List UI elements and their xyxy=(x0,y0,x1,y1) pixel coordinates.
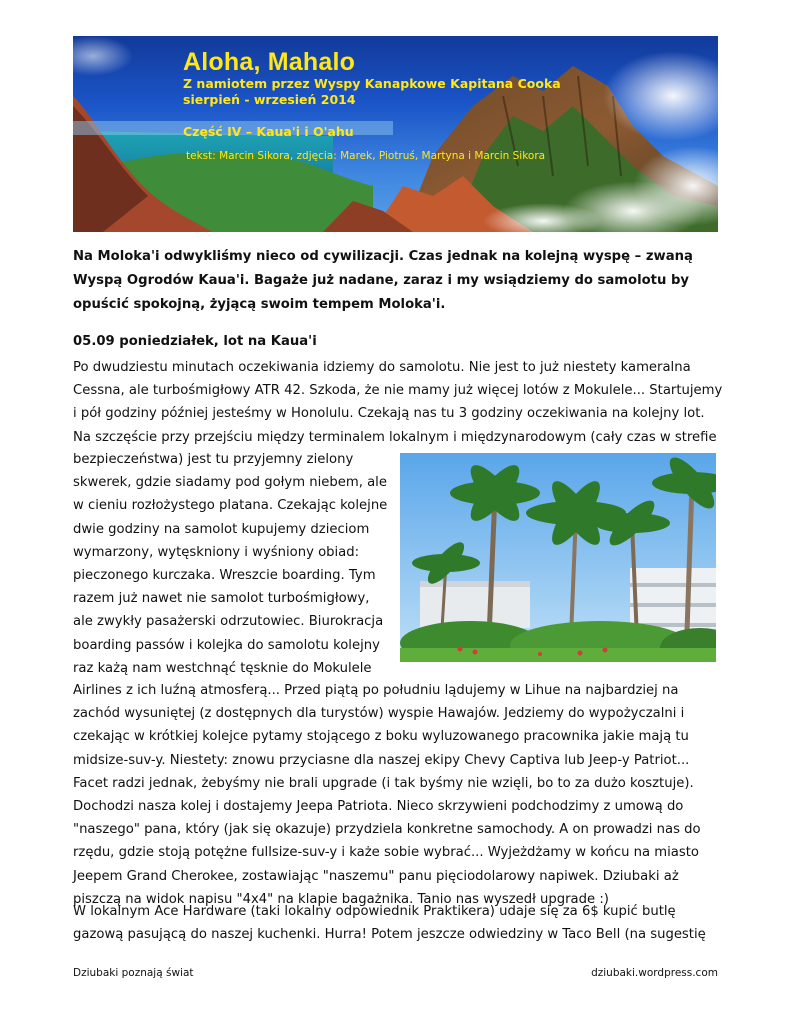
banner-subtitle: Z namiotem przez Wyspy Kanapkowe Kapitana Cooka xyxy=(183,76,561,91)
paragraph-3: Airlines z ich luźną atmosferą... Przed piątą po południu lądujemy w Lihue na najbardziej na zachód wysuniętej (z dostępnych dla turystów) wyspie Hawajów. Jedziemy do wypożyczalni i czekając w krótkiej kolejce pytamy stojącego z boku wyluzowanego pracownika jakie mają tu midsize-suv-y. Niestety: znowu przyciasne dla naszej ekipy Chevy Captiva lub Jeep-y Patriot... Facet radzi jednak, żebyśmy nie brali upgrade (i tak byśmy nie wzięli, bo to za dużo kosztuje). Dochodzi nasza kolej i dostajemy Jeepa Patriota. Nieco skrzywieni podchodzimy z umową do "naszego" pana, który (jak się okazuje) przydziela konkretne samochody. A on prowadzi nas do rzędu, gdzie stoją potężne fullsize-suv-y i każe sobie wybrać... Wyjeżdżamy w końcu na miasto Jeepem Grand Cherokee, zostawiając "naszemu" panu pięciodolarowy napiwek. Dziubaki aż piszczą na widok napisu "4x4" na klapie bagażnika. Tanio nas wyszedł upgrade :) xyxy=(73,683,701,907)
section-heading: 05.09 poniedziałek, lot na Kaua'i xyxy=(73,334,317,349)
footer-blog-name: Dziubaki poznają świat xyxy=(73,967,194,979)
palm-garden-photo xyxy=(400,453,716,662)
banner-part-title: Część IV – Kaua'i i O'ahu xyxy=(183,124,354,139)
banner-landscape-image xyxy=(73,36,718,232)
banner-dates: sierpień - wrzesień 2014 xyxy=(183,92,356,107)
header-banner xyxy=(73,36,718,232)
paragraph-4: W lokalnym Ace Hardware (taki lokalny odpowiednik Praktikera) udaje się za 6$ kupić butlę gazową pasującą do naszej kuchenki. Hurra! Potem jeszcze odwiedziny w Taco Bell (na sugestię xyxy=(73,904,706,943)
banner-credits: tekst: Marcin Sikora, zdjęcia: Marek, Piotruś, Martyna i Marcin Sikora xyxy=(186,150,546,162)
footer-blog-url[interactable]: dziubaki.wordpress.com xyxy=(591,967,718,979)
banner-title: Aloha, Mahalo xyxy=(183,48,356,76)
paragraph-2: bezpieczeństwa) jest tu przyjemny zielony skwerek, gdzie siadamy pod gołym niebem, ale w cieniu rozłożystego platana. Czekając kolejne dwie godziny na samolot kupujemy dzieciom wymarzony, wytęskniony i wyśniony obiad: pieczonego kurczaka. Wreszcie boarding. Tym razem już nawet nie samolot turbośmigłowy, ale zwykły pasażerski odrzutowiec. Biurokracja boarding passów i kolejka do samolotu kolejny raz każą nam westchnąć tęsknie do Mokulele xyxy=(73,452,388,676)
paragraph-1: Po dwudziestu minutach oczekiwania idziemy do samolotu. Nie jest to już niestety kameralna Cessna, ale turbośmigłowy ATR 42. Szkoda, że nie mamy już więcej lotów z Mokulele... Startujemy i pół godziny później jesteśmy w Honolulu. Czekają nas tu 3 godziny oczekiwania na kolejny lot. Na szczęście przy przejściu między terminalem lokalnym i międzynarodowym (cały czas w strefie xyxy=(73,360,723,445)
intro-paragraph: Na Moloka'i odwykliśmy nieco od cywilizacji. Czas jednak na kolejną wyspę – zwaną Wyspą Ogrodów Kaua'i. Bagaże już nadane, zaraz i my wsiądziemy do samolotu by opuścić spokojną, żyjącą swoim tempem Moloka'i. xyxy=(73,249,693,312)
